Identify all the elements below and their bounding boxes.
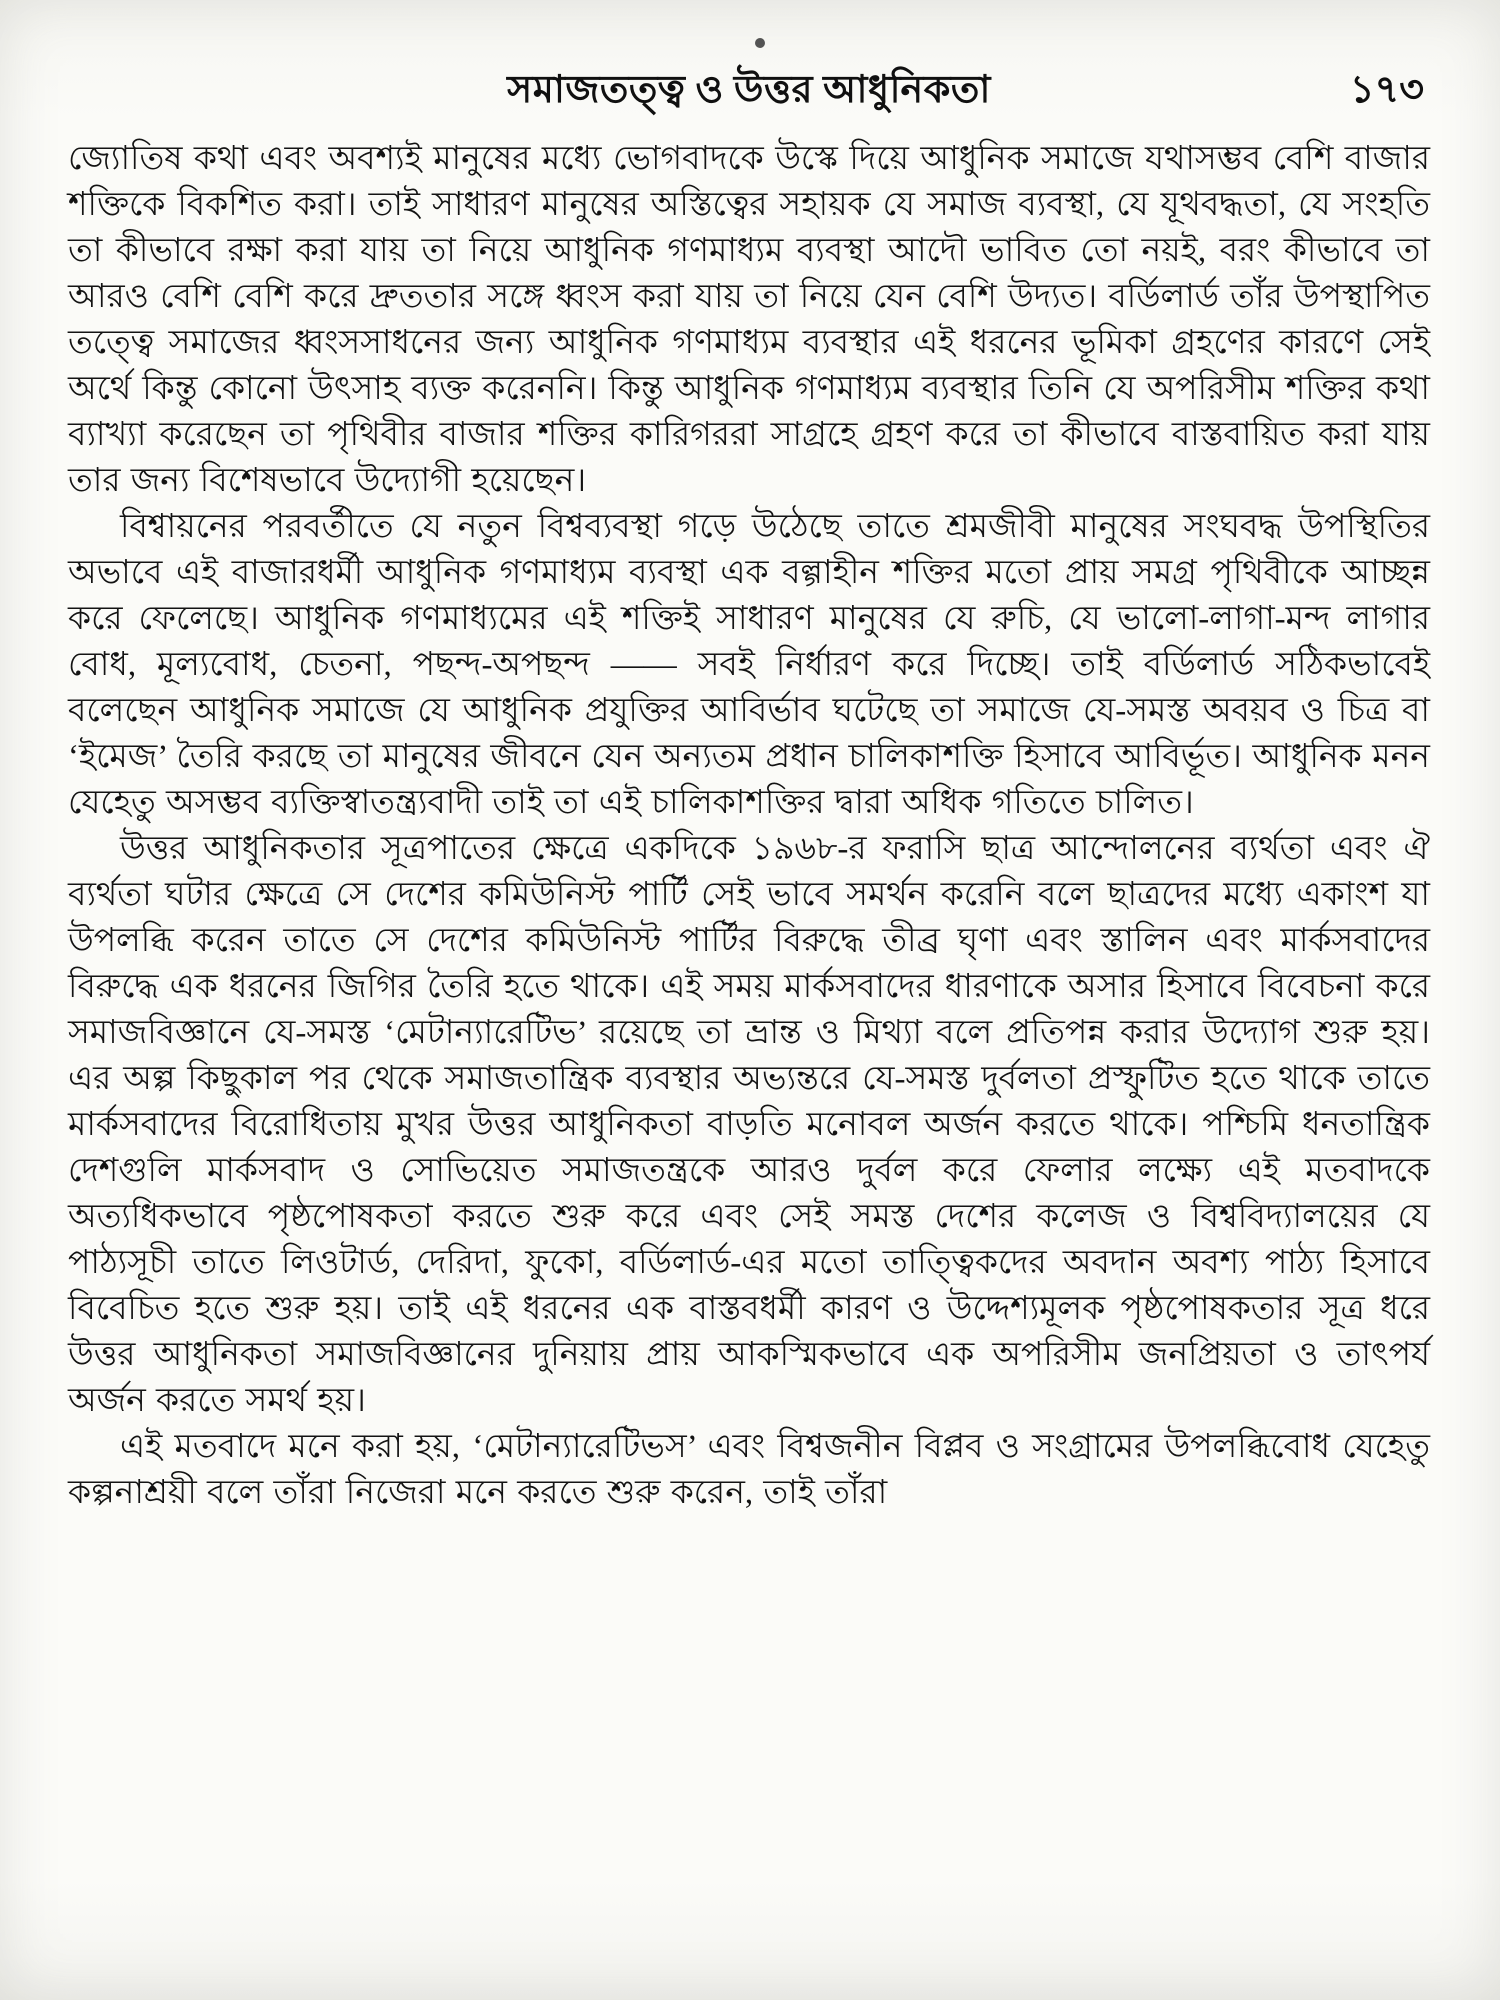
paragraph-2: বিশ্বায়নের পরবর্তীতে যে নতুন বিশ্বব্যবস্থা গড়ে উঠেছে তাতে শ্রমজীবী মানুষের সংঘবদ্ধ উপস্থিতির অভাবে এই বাজারধর্মী আধুনিক গণমাধ্যম ব্যবস্থা এক বল্গাহীন শক্তির মতো প্রায় সমগ্র পৃথিবীকে আচ্ছন্ন করে ফেলেছে। আধুনিক গণমাধ্যমের এই শক্তিই সাধারণ মানুষের যে রুচি, যে ভালো-লাগা-মন্দ লাগার বোধ, মূল্যবোধ, চেতনা, পছন্দ-অপছন্দ —— সবই নির্ধারণ করে দিচ্ছে। তাই বর্ডিলার্ড সঠিকভাবেই বলেছেন আধুনিক সমাজে যে আধুনিক প্রযুক্তির আবির্ভাব ঘটেছে তা সমাজে যে-সমস্ত অবয়ব ও চিত্র বা ‘ইমেজ’ তৈরি করছে তা মানুষের জীবনে যেন অন্যতম প্রধান চালিকাশক্তি হিসাবে আবির্ভূত। আধুনিক মনন যেহেতু অসম্ভব ব্যক্তিস্বাতন্ত্র্যবাদী তাই তা এই চালিকাশক্তির দ্বারা অধিক গতিতে চালিত। [68, 509, 1430, 821]
page-title: সমাজতত্ত্ব ও উত্তর আধুনিকতা [507, 69, 991, 111]
page-header [68, 60, 1430, 122]
scan-speck [755, 38, 765, 48]
paragraph-1: জ্যোতিষ কথা এবং অবশ্যই মানুষের মধ্যে ভোগবাদকে উস্কে দিয়ে আধুনিক সমাজে যথাসম্ভব বেশি বাজার শক্তিকে বিকশিত করা। তাই সাধারণ মানুষের অস্তিত্বের সহায়ক যে সমাজ ব্যবস্থা, যে যূথবদ্ধতা, যে সংহতি তা কীভাবে রক্ষা করা যায় তা নিয়ে আধুনিক গণমাধ্যম ব্যবস্থা আদৌ ভাবিত তো নয়ই, বরং কীভাবে তা আরও বেশি বেশি করে দ্রুততার সঙ্গে ধ্বংস করা যায় তা নিয়ে যেন বেশি উদ্যত। বর্ডিলার্ড তাঁর উপস্থাপিত তত্ত্বে সমাজের ধ্বংসসাধনের জন্য আধুনিক গণমাধ্যম ব্যবস্থার এই ধরনের ভূমিকা গ্রহণের কারণে সেই অর্থে কিন্তু কোনো উৎসাহ ব্যক্ত করেননি। কিন্তু আধুনিক গণমাধ্যম ব্যবস্থার তিনি যে অপরিসীম শক্তির কথা ব্যাখ্যা করেছেন তা পৃথিবীর বাজার শক্তির কারিগররা সাগ্রহে গ্রহণ করে তা কীভাবে বাস্তবায়িত করা যায় তার জন্য বিশেষভাবে উদ্যোগী হয়েছেন। [68, 141, 1430, 499]
paragraph-3: উত্তর আধুনিকতার সূত্রপাতের ক্ষেত্রে একদিকে ১৯৬৮-র ফরাসি ছাত্র আন্দোলনের ব্যর্থতা এবং ঐ ব্যর্থতা ঘটার ক্ষেত্রে সে দেশের কমিউনিস্ট পার্টি সেই ভাবে সমর্থন করেনি বলে ছাত্রদের মধ্যে একাংশ যা উপলব্ধি করেন তাতে সে দেশের কমিউনিস্ট পার্টির বিরুদ্ধে তীব্র ঘৃণা এবং স্তালিন এবং মার্কসবাদের বিরুদ্ধে এক ধরনের জিগির তৈরি হতে থাকে। এই সময় মার্কসবাদের ধারণাকে অসার হিসাবে বিবেচনা করে সমাজবিজ্ঞানে যে-সমস্ত ‘মেটান্যারেটিভ’ রয়েছে তা ভ্রান্ত ও মিথ্যা বলে প্রতিপন্ন করার উদ্যোগ শুরু হয়। এর অল্প কিছুকাল পর থেকে সমাজতান্ত্রিক ব্যবস্থার অভ্যন্তরে যে-সমস্ত দুর্বলতা প্রস্ফুটিত হতে থাকে তাতে মার্কসবাদের বিরোধিতায় মুখর উত্তর আধুনিকতা বাড়তি মনোবল অর্জন করতে থাকে। পশ্চিমি ধনতান্ত্রিক দেশগুলি মার্কসবাদ ও সোভিয়েত সমাজতন্ত্রকে আরও দুর্বল করে ফেলার লক্ষ্যে এই মতবাদকে অত্যধিকভাবে পৃষ্ঠপোষকতা করতে শুরু করে এবং সেই সমস্ত দেশের কলেজ ও বিশ্ববিদ্যালয়ের যে পাঠ্যসূচী তাতে লিওটার্ড, দেরিদা, ফুকো, বর্ডিলার্ড-এর মতো তাত্ত্বিকদের অবদান অবশ্য পাঠ্য হিসাবে বিবেচিত হতে শুরু হয়। তাই এই ধরনের এক বাস্তবধর্মী কারণ ও উদ্দেশ্যমূলক পৃষ্ঠপোষকতার সূত্র ধরে উত্তর আধুনিকতা সমাজবিজ্ঞানের দুনিয়ায় প্রায় আকস্মিকভাবে এক অপরিসীম জনপ্রিয়তা ও তাৎপর্য অর্জন করতে সমর্থ হয়। [68, 831, 1430, 1419]
page-number: ১৭৩ [1349, 69, 1424, 111]
paragraph-4: এই মতবাদে মনে করা হয়, ‘মেটান্যারেটিভস’ এবং বিশ্বজনীন বিপ্লব ও সংগ্রামের উপলব্ধিবোধ যেহেতু কল্পনাশ্রয়ী বলে তাঁরা নিজেরা মনে করতে শুরু করেন, তাই তাঁরা [68, 1429, 1430, 1511]
body-text [68, 136, 1430, 1516]
